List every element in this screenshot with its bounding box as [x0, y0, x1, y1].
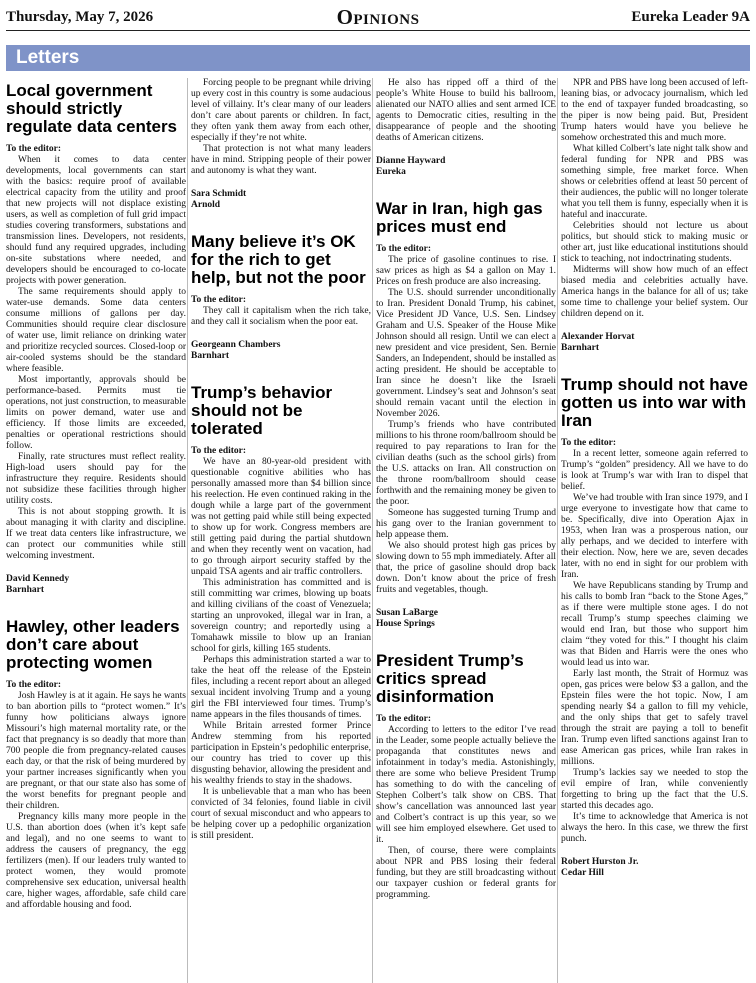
headline-gas-prices: War in Iran, high gas prices must end [376, 199, 543, 236]
letter-paragraph: Finally, rate structures must reflect reality. High-load users should pay for the infrastructure they require. Residents should not subsidize these facilities through higher utility costs. [6, 452, 186, 506]
letter-paragraph: The U.S. should surrender unconditionally to Iran. President Donald Trump, his cabinet, Vice President JD Vance, U.S. Sen. Lindsey Graham and U.S. Speaker of the House Mike Johnson should all resign. Until we can elect a new president and vice president, Sen. Bernie Sanders, an Independent, should be installed as acting president. He should be acceptable to Iran since he doesn’t like the Israeli government. Lindsey’s seat and Johnson’s seat should remain vacant until the election in November 2026. [376, 288, 556, 419]
letter-author: Susan LaBarge [376, 608, 439, 618]
letter-paragraph: Perhaps this administration started a war to take the heat off the release of the Epstein files, including a recent report about an alleged sexual incident involving Trump and a young girl the FBI interviewed four times. Trump’s name appears in the files thousands of times. [191, 655, 371, 720]
column-1 [6, 78, 186, 983]
column-4 [561, 78, 748, 983]
salutation: To the editor: [376, 714, 432, 724]
letter-paragraph: It’s time to acknowledge that America is not always the hero. In this case, we threw the first punch. [561, 812, 748, 844]
salutation: To the editor: [191, 295, 247, 305]
letter-paragraph: That protection is not what many leaders have in mind. Stripping people of their power and autonomy is what they want. [191, 144, 371, 176]
letter-paragraph: What killed Colbert’s late night talk show and federal funding for NPR and PBS was something simple, free market force. When shows or celebrities offend at least 50 percent of their audiences, the public will no longer tolerate what you tell them is funny, especially when it is hateful and inaccurate. [561, 144, 748, 220]
letter-paragraph: Celebrities should not lecture us about politics, but should stick to making music or other art, just like educational institutions should stick to teaching, not indoctrinating students. [561, 221, 748, 264]
letter-paragraph: The same requirements should apply to water-use demands. Some data centers consume millions of gallons per day. Communities should require clear disclosure of water use, limit reliance on drinking water and prioritize recycled sources. Closed-loop or air-cooled systems should be the standard where feasible. [6, 287, 186, 374]
letter-paragraph: Midterms will show how much of an effect biased media and celebrities actually have. America hangs in the balance for all of us; take some time to challenge your belief system. Our children depend on it. [561, 265, 748, 319]
letter-paragraph: While Britain arrested former Prince Andrew stemming from his reported participation in Epstein’s pedophilic enterprise, our country has tried to cover up this disgusting behavior, allowing the president and his wealthy friends to stay in the shadows. [191, 721, 371, 786]
letter-paragraph: He also has ripped off a third of the people’s White House to build his ballroom, alienated our NATO allies and sent armed ICE agents to Democratic cities, resulting in the disappearance of people and the shooting deaths of American citizens. [376, 78, 556, 143]
letter-paragraph: Forcing people to be pregnant while driving up every cost in this country is some audacious level of villainy. It’s clear many of our leaders don’t care about parents or children. In fact, they often yank them away from each other, especially if they’re not white. [191, 78, 371, 143]
salutation: To the editor: [376, 244, 432, 254]
letter-author: Dianne Hayward [376, 156, 446, 166]
letter-paragraph: Then, of course, there were complaints about NPR and PBS losing their federal funding, but they are still broadcasting without our taxpayer cushion or federal grants for programming. [376, 846, 556, 900]
salutation: To the editor: [6, 144, 62, 154]
letter-paragraph: The price of gasoline continues to rise. I saw prices as high as $4 a gallon on May 1. Prices on fresh produce are also increasing. [376, 255, 556, 287]
salutation: To the editor: [561, 438, 617, 448]
letter-paragraph: Most importantly, approvals should be performance-based. Permits must tie operations, not just construction, to measurable limits on power demand, water use and efficiency. If those limits are exceeded, penalties or operational restrictions should follow. [6, 375, 186, 451]
letter-town: Arnold [191, 200, 221, 210]
salutation: To the editor: [191, 446, 247, 456]
letter-paragraph: It is unbelievable that a man who has been convicted of 34 felonies, found liable in civil court of sexual misconduct and who appears to be helping cover up a pedophilic organization is still president. [191, 787, 371, 841]
headline-war-iran: Trump should not have gotten us into war with Iran [561, 375, 748, 430]
masthead [6, 0, 750, 31]
letter-paragraph: In a recent letter, someone again referred to Trump’s “golden” presidency. All we have to do is look at Trump’s war with Iran to dispel that belief. [561, 449, 748, 492]
letter-author: Georgeann Chambers [191, 340, 281, 350]
letter-town: House Springs [376, 619, 435, 629]
headline-behavior: Trump’s behavior should not be tolerated [191, 383, 333, 438]
letter-paragraph: NPR and PBS have long been accused of left-leaning bias, or advocacy journalism, which led to the end of taxpayer funded broadcasting, so the piper is now being paid. But, President Trump haters would have you believe he somehow orchestrated this and much more. [561, 78, 748, 143]
letter-author: Sara Schmidt [191, 189, 247, 199]
letter-author: Alexander Horvat [561, 332, 635, 342]
headline-hawley: Hawley, other leaders don’t care about protecting women [6, 617, 180, 672]
salutation: To the editor: [6, 680, 62, 690]
column-rule [557, 78, 558, 983]
letter-town: Barnhart [191, 351, 229, 361]
letter-town: Eureka [376, 167, 406, 177]
letter-paragraph: Trump’s friends who have contributed millions to his throne room/ballroom should be required to pay reparations to Iran for the civilian deaths (such as the school girls) from the U.S. attacks on Iran. All construction on the throne room/ballroom should cease forthwith and the remaining money be given to the poor. [376, 420, 556, 507]
column-2 [191, 78, 371, 983]
letter-paragraph: We also should protest high gas prices by slowing down to 55 mph immediately. After all that, the price of gasoline should drop back down. Don’t know about the price of fresh fruits and vegetables, though. [376, 541, 556, 595]
headline-rich-poor: Many believe it’s OK for the rich to get help, but not the poor [191, 232, 366, 287]
letter-paragraph: Trump’s lackies say we needed to stop the evil empire of Iran, while conveniently forgetting to bring up the fact that the U.S. started this decades ago. [561, 768, 748, 811]
letters-columns [0, 78, 756, 983]
column-rule [372, 78, 373, 983]
letter-paragraph: They call it capitalism when the rich take, and they call it socialism when the poor eat. [191, 306, 371, 327]
letter-paragraph: This is not about stopping growth. It is about managing it with clarity and discipline. If we treat data centers like infrastructure, we can protect our communities while still welcoming investment. [6, 507, 186, 561]
headline-data-centers: Local government should strictly regulate data centers [6, 81, 178, 136]
issue-date: Thursday, May 7, 2026 [6, 9, 154, 25]
section-title: Opinions [336, 5, 420, 29]
letter-paragraph: Someone has suggested turning Trump and his gang over to the Iranian government to help appease them. [376, 508, 556, 540]
letter-author: David Kennedy [6, 574, 70, 584]
column-3 [376, 78, 556, 983]
letter-paragraph: According to letters to the editor I’ve read in the Leader, some people actually believe the propaganda that constitutes news and infotainment in today’s media. Astonishingly, there are some who believe President Trump has something to do with the canceling of Stephen Colbert’s talk show on CBS. That show’s cancellation was announced last year and Colbert’s contract is up this year, so we will see him employed elsewhere. Get used to it. [376, 725, 556, 845]
letter-town: Cedar Hill [561, 868, 604, 878]
letter-paragraph: Josh Hawley is at it again. He says he wants to ban abortion pills to “protect women.” It’s funny how politicians always ignore Missouri’s high maternal mortality rate, or the fact that pregnancy is so deadly that more than 700 people die from pregnancy-related causes each day, or that the risk of being murdered by your partner increases significantly when you are pregnant, or that our state also has some of the worst benefits for pregnant people and their children. [6, 691, 186, 811]
letter-paragraph: Pregnancy kills many more people in the U.S. than abortion does (when it’s kept safe and legal), and no one seems to want to address the causers of pregnancy, the egg fertilizers (men). If our leaders truly wanted to protect women, they would promote comprehensive sex education, universal health care, higher wages, affordable, safe child care and affordable housing and food. [6, 812, 186, 910]
column-rule [187, 78, 188, 983]
letter-paragraph: Early last month, the Strait of Hormuz was open, gas prices were below $3 a gallon, and the Epstein files were the hot topic. Now, I am spending nearly $4 a gallon to fill my vehicle, and the only ships that get to safely travel through the strait are paying a toll to benefit Iran. Trump even lifted sanctions against Iran to ease American gas prices, while Iran rakes in millions. [561, 669, 748, 767]
paper-page: Eureka Leader 9A [631, 9, 750, 25]
letter-paragraph: When it comes to data center developments, local governments can start with the basics: require proof of available electrical capacity from the utility and proof that new projects will not displace existing users, as well as completion of full grid impact studies covering transformers, substations and transmission lines. Developers, not residents, should fund any required upgrades, including on-site substations where needed, and developers should be encouraged to co-locate projects with power generation. [6, 155, 186, 286]
letter-paragraph: This administration has committed and is still committing war crimes, blowing up boats and killing civilians of the coast of Venezuela; starting an unprovoked, illegal war in Iran, a sovereign country; and reportedly using a Tomahawk missile to blow up an Iranian school for girls, killing 165 students. [191, 578, 371, 654]
letters-banner: Letters [6, 45, 750, 71]
letter-town: Barnhart [561, 343, 599, 353]
letter-author: Robert Hurston Jr. [561, 857, 639, 867]
letter-town: Barnhart [6, 585, 44, 595]
letter-paragraph: We have an 80-year-old president with questionable cognitive abilities who has personally amassed more than $4 billion since his reelection. He even continued raking in the dough while a large part of the government was not getting paid while still being expected to show up for work. Congress members are still getting paid during the partial shutdown and when they recently went on vacation, had to go through airport security staffed by the unpaid TSA agents and air traffic controllers. [191, 457, 371, 577]
letter-paragraph: We have Republicans standing by Trump and his calls to bomb Iran “back to the Stone Ages,” as if there were multiple stone ages. I do not recall Trump’s stump speeches claiming we would end Iran, but those who support him claim “they voted for this.” I thought his claim was that Biden and Harris were the ones who would lead us into war. [561, 581, 748, 668]
headline-critics: President Trump’s critics spread disinformation [376, 651, 524, 706]
letter-paragraph: We’ve had trouble with Iran since 1979, and I urge everyone to investigate how that came to be. Specifically, dive into Operation Ajax in 1953, when Iran was a prosperous nation, our ally perhaps, and we decided to interfere with their election. Now, here we are, seven decades later, with no end in sight for our problem with Iran. [561, 493, 748, 580]
